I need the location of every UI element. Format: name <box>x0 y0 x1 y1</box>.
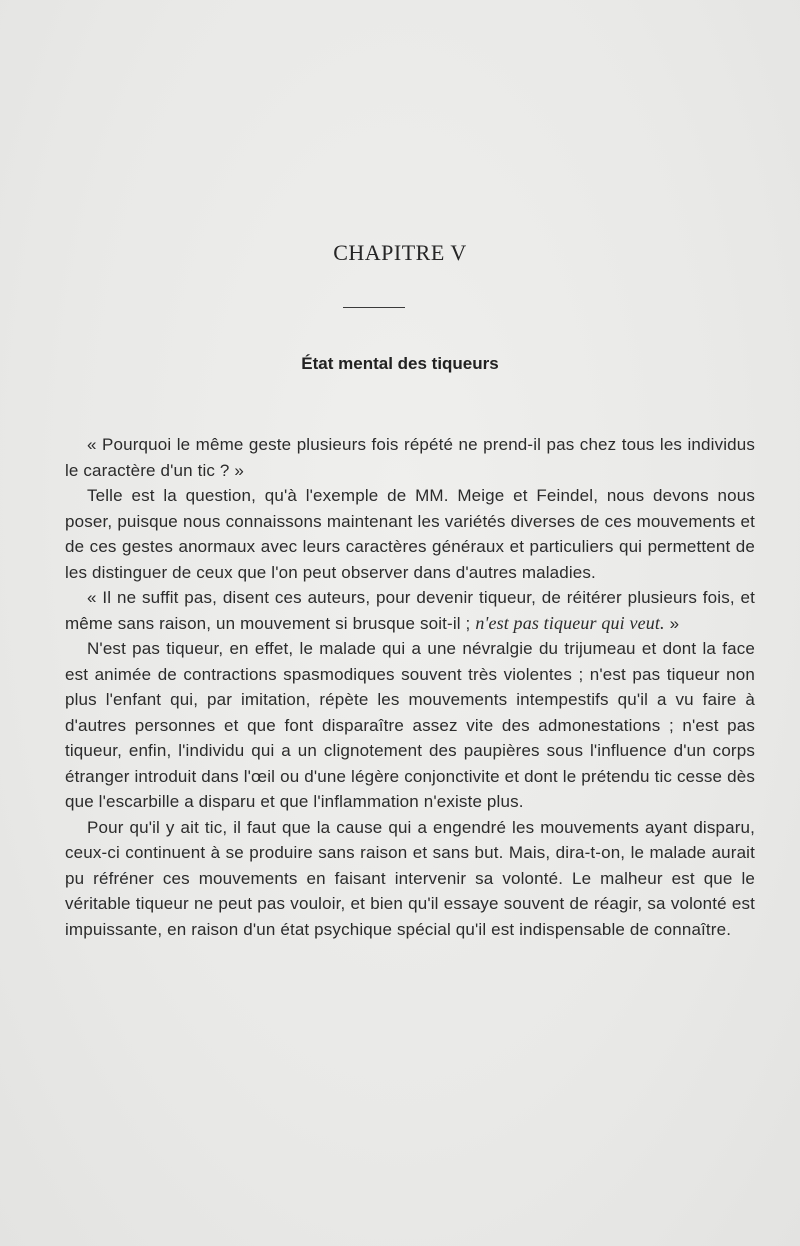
paragraph-5: Pour qu'il y ait tic, il faut que la cause qui a engendré les mouvements ayant disparu, ceux-ci continuent à se produire sans raison et sans but. Mais, dira-t-on, le malade aurait pu réfréner ces mouvements en faisant intervenir sa volonté. Le malheur est que le véritable tiqueur ne peut pas vouloir, et bien qu'il essaye souvent de réagir, sa volonté est impuissante, en raison d'un état psychique spécial qu'il est indispensable de connaître. <box>65 817 755 939</box>
paragraph-3 <box>65 585 755 636</box>
quote-italic: n'est pas tiqueur qui veut. <box>475 612 665 633</box>
quote-text: « Il ne suffit pas, disent ces auteurs, pour devenir tiqueur, de réitérer plusieurs fois, et même sans raison, un mouvement si brusque soit-il ; <box>65 588 755 633</box>
show-through-text <box>60 85 750 115</box>
section-title: État mental des tiqueurs <box>301 354 499 373</box>
paragraph-4: N'est pas tiqueur, en effet, le malade qui a une névralgie du trijumeau et dont la face est animée de contractions spasmodiques souvent très violentes ; n'est pas tiqueur non plus l'enfant qui, par imitation, répète les mouvements intempestifs qu'il a vu faire à d'autres personnes et que font disparaître assez vite des admonestations ; n'est pas tiqueur, enfin, l'individu qui a un clignotement des paupières sous l'influence d'un corps étranger introduit dans l'œil ou d'une légère conjonctivite et dont le prétendu tic cesse dès que l'escarbille a disparu et que l'inflammation n'existe plus. <box>65 639 755 811</box>
paragraph-2: Telle est la question, qu'à l'exemple de MM. Meige et Feindel, nous devons nous poser, puisque nous connaissons maintenant les variétés diverses de ces mouvements et de ces gestes anormaux avec leurs caractères généraux et particuliers qui permettent de les distinguer de ceux que l'on peut observer dans d'autres maladies. <box>65 486 755 582</box>
quote-close: » <box>664 613 680 633</box>
paragraph-1: « Pourquoi le même geste plusieurs fois répété ne prend-il pas chez tous les individus le caractère d'un tic ? » <box>65 435 755 480</box>
body-text <box>65 432 755 942</box>
heading-rule <box>343 307 405 308</box>
chapter-heading: CHAPITRE V <box>333 240 467 265</box>
